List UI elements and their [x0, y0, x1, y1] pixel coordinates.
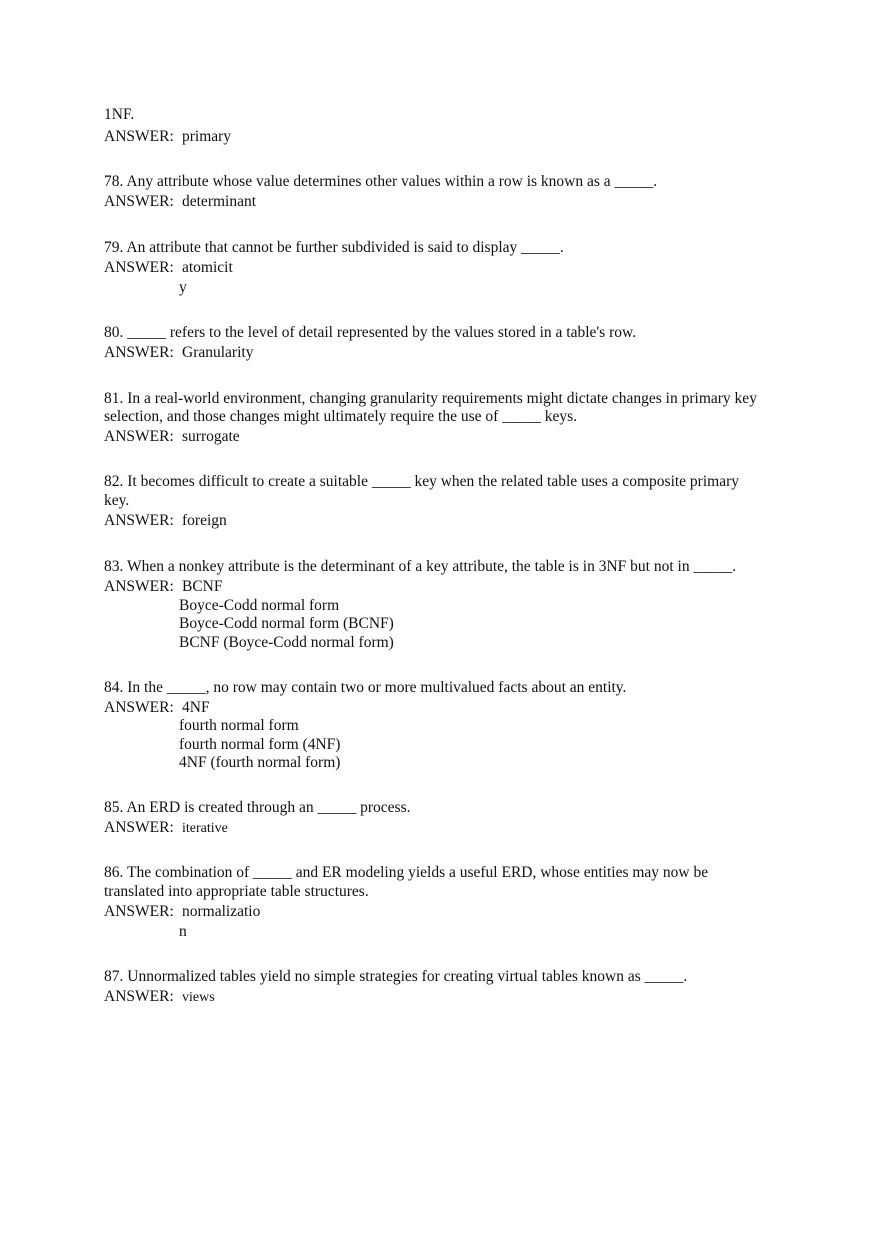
question-83: 83. When a nonkey attribute is the determinant of a key attribute, the table is in 3NF but not in _____. — [104, 558, 737, 575]
answer-line — [104, 818, 228, 838]
answer-value: foreign — [182, 512, 227, 529]
answer-line — [104, 902, 260, 921]
question-78: 78. Any attribute whose value determines other values within a row is known as a _____. — [104, 173, 658, 190]
answer-line — [104, 987, 215, 1007]
answer-alternate: fourth normal form (4NF) — [179, 736, 341, 753]
answer-value: 4NF — [182, 699, 210, 716]
answer-alternate: Boyce-Codd normal form (BCNF) — [179, 615, 394, 632]
answer-line — [104, 698, 210, 717]
answer-label: ANSWER: — [104, 428, 174, 445]
question-80: 80. _____ refers to the level of detail represented by the values stored in a table's row. — [104, 324, 637, 341]
fragment-text: 1NF. — [104, 106, 135, 123]
answer-alternate: BCNF (Boyce-Codd normal form) — [179, 634, 394, 651]
question-84: 84. In the _____, no row may contain two or more multivalued facts about an entity. — [104, 679, 627, 696]
answer-alternate: Boyce-Codd normal form — [179, 597, 340, 614]
answer-continuation: n — [179, 923, 187, 940]
question-87: 87. Unnormalized tables yield no simple strategies for creating virtual tables known as _____. — [104, 968, 688, 985]
answer-label: ANSWER: — [104, 903, 174, 920]
answer-value: BCNF — [182, 578, 223, 595]
answer-label: ANSWER: — [104, 819, 174, 836]
question-81-line2: selection, and those changes might ultimately require the use of _____ keys. — [104, 408, 578, 425]
answer-value: normalizatio — [182, 903, 261, 920]
answer-label: ANSWER: — [104, 578, 174, 595]
answer-line — [104, 427, 240, 446]
answer-alternate: 4NF (fourth normal form) — [179, 754, 341, 771]
question-81-line1: 81. In a real-world environment, changing granularity requirements might dictate changes in primary key — [104, 390, 757, 407]
answer-value: iterative — [182, 821, 228, 836]
answer-label: ANSWER: — [104, 128, 174, 145]
question-82-line2: key. — [104, 492, 130, 509]
answer-label: ANSWER: — [104, 699, 174, 716]
answer-alternate: fourth normal form — [179, 717, 299, 734]
answer-value: surrogate — [182, 428, 240, 445]
answer-value: determinant — [182, 193, 257, 210]
question-79: 79. An attribute that cannot be further subdivided is said to display _____. — [104, 239, 564, 256]
answer-continuation: y — [179, 279, 187, 296]
answer-line — [104, 127, 231, 146]
question-85: 85. An ERD is created through an _____ process. — [104, 799, 411, 816]
answer-value: views — [182, 990, 215, 1005]
answer-label: ANSWER: — [104, 344, 174, 361]
answer-value: Granularity — [182, 344, 254, 361]
question-86-line1: 86. The combination of _____ and ER modeling yields a useful ERD, whose entities may now be — [104, 864, 709, 881]
answer-label: ANSWER: — [104, 512, 174, 529]
answer-label: ANSWER: — [104, 988, 174, 1005]
question-86-line2: translated into appropriate table structures. — [104, 883, 369, 900]
answer-line — [104, 343, 253, 362]
question-82-line1: 82. It becomes difficult to create a suitable _____ key when the related table uses a composite primary — [104, 473, 740, 490]
answer-line — [104, 511, 227, 530]
answer-label: ANSWER: — [104, 193, 174, 210]
answer-value: atomicit — [182, 259, 233, 276]
answer-line — [104, 577, 223, 596]
answer-line — [104, 192, 256, 211]
answer-label: ANSWER: — [104, 259, 174, 276]
answer-line — [104, 258, 233, 277]
answer-value: primary — [182, 128, 232, 145]
